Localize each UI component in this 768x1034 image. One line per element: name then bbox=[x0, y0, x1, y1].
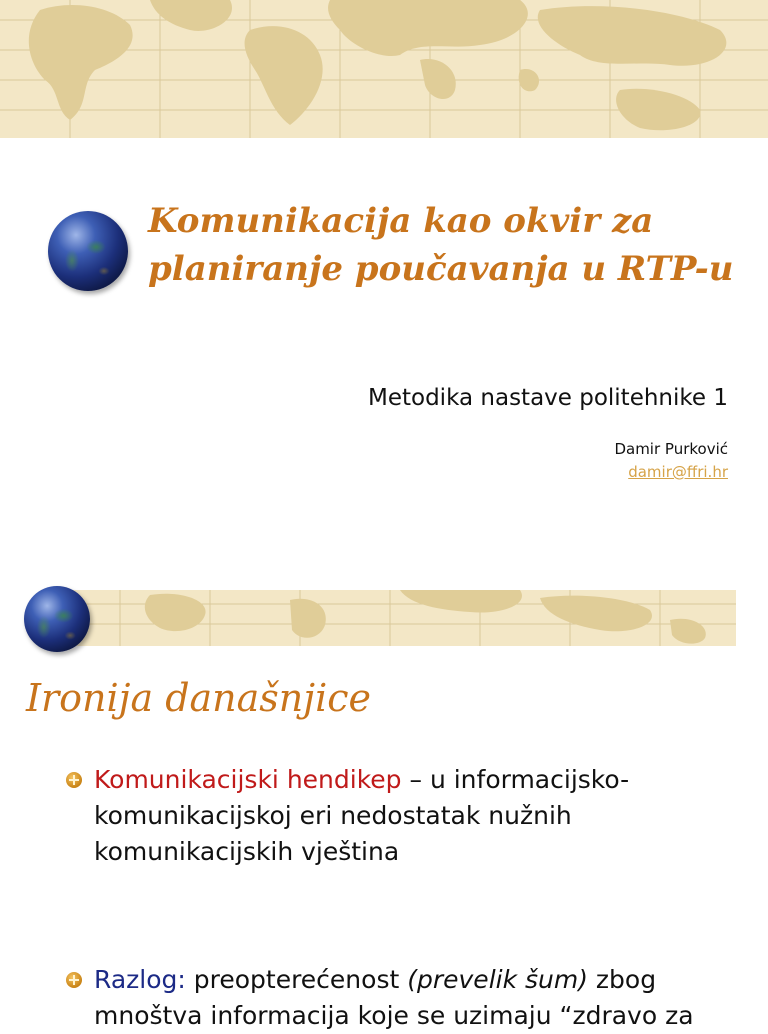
slide-title-line-2: planiranje poučavanja u RTP-u bbox=[148, 249, 734, 289]
bullet-text-2 bbox=[94, 962, 746, 1034]
bullet-body-italic: (prevelik šum) bbox=[407, 965, 588, 994]
world-map-graphic bbox=[0, 0, 768, 138]
globe-icon bbox=[48, 211, 128, 291]
slide-subtitle: Metodika nastave politehnike 1 bbox=[368, 385, 728, 411]
author-name: Damir Purković bbox=[614, 440, 728, 458]
world-map-strip-graphic bbox=[60, 590, 736, 646]
world-map-header bbox=[0, 0, 768, 138]
globe-icon-small bbox=[24, 586, 90, 652]
bullet-body-b: zbog mnoštva informacija koje se uzimaju “zdravo za bbox=[94, 965, 694, 1030]
slide-title-line-1: Komunikacija kao okvir za bbox=[148, 201, 654, 241]
bullet-text-1 bbox=[94, 762, 746, 870]
bullet-icon bbox=[66, 972, 82, 988]
bullet-term: Razlog: bbox=[94, 965, 186, 994]
slide-title bbox=[148, 197, 748, 293]
bullet-item-2 bbox=[66, 962, 746, 1034]
slide-2-title: Ironija današnjice bbox=[26, 676, 371, 720]
bullet-body-a: preopterećenost bbox=[185, 965, 408, 994]
bullet-term: Komunikacijski hendikep bbox=[94, 765, 402, 794]
bullet-item-1 bbox=[66, 762, 746, 870]
world-map-strip bbox=[60, 590, 736, 646]
author-email-link[interactable]: damir@ffri.hr bbox=[628, 463, 728, 481]
bullet-body: – u informacijsko-komunikacijskoj eri nedostatak nužnih komunikacijskih vještina bbox=[94, 765, 630, 866]
bullet-icon bbox=[66, 772, 82, 788]
